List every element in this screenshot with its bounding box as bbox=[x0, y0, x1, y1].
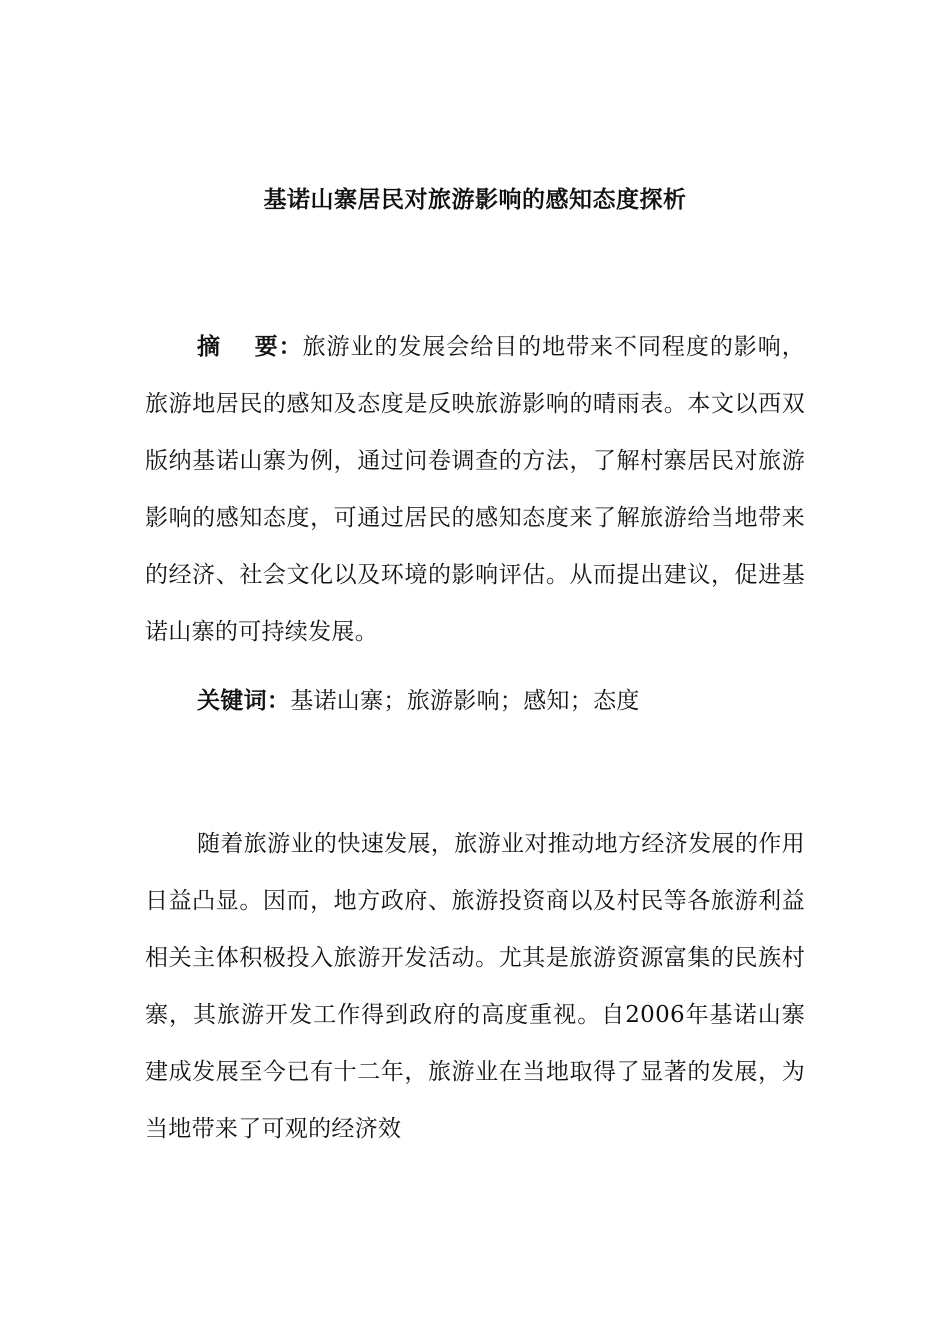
abstract-text: 旅游业的发展会给目的地带来不同程度的影响，旅游地居民的感知及态度是反映旅游影响的晴雨表。本文以西双版纳基诺山寨为例，通过问卷调查的方法，了解村寨居民对旅游影响的感知态度，可通过居民的感知态度来了解旅游给当地带来的经济、社会文化以及环境的影响评估。从而提出建议，促进基诺山寨的可持续发展。 bbox=[145, 334, 805, 645]
body-paragraph: 随着旅游业的快速发展，旅游业对推动地方经济发展的作用日益凸显。因而，地方政府、旅游投资商以及村民等各旅游利益相关主体积极投入旅游开发活动。尤其是旅游资源富集的民族村寨，其旅游开发工作得到政府的高度重视。自2006年基诺山寨建成发展至今已有十二年，旅游业在当地取得了显著的发展，为当地带来了可观的经济效 bbox=[145, 831, 805, 1142]
document-title: 基诺山寨居民对旅游影响的感知态度探析 bbox=[263, 186, 687, 213]
abstract-label: 摘要： bbox=[197, 333, 303, 360]
keywords-label: 关键词： bbox=[197, 687, 291, 714]
keywords-paragraph bbox=[145, 672, 805, 730]
keywords-text: 基诺山寨；旅游影响；感知；态度 bbox=[290, 688, 640, 714]
abstract-paragraph bbox=[145, 318, 805, 661]
